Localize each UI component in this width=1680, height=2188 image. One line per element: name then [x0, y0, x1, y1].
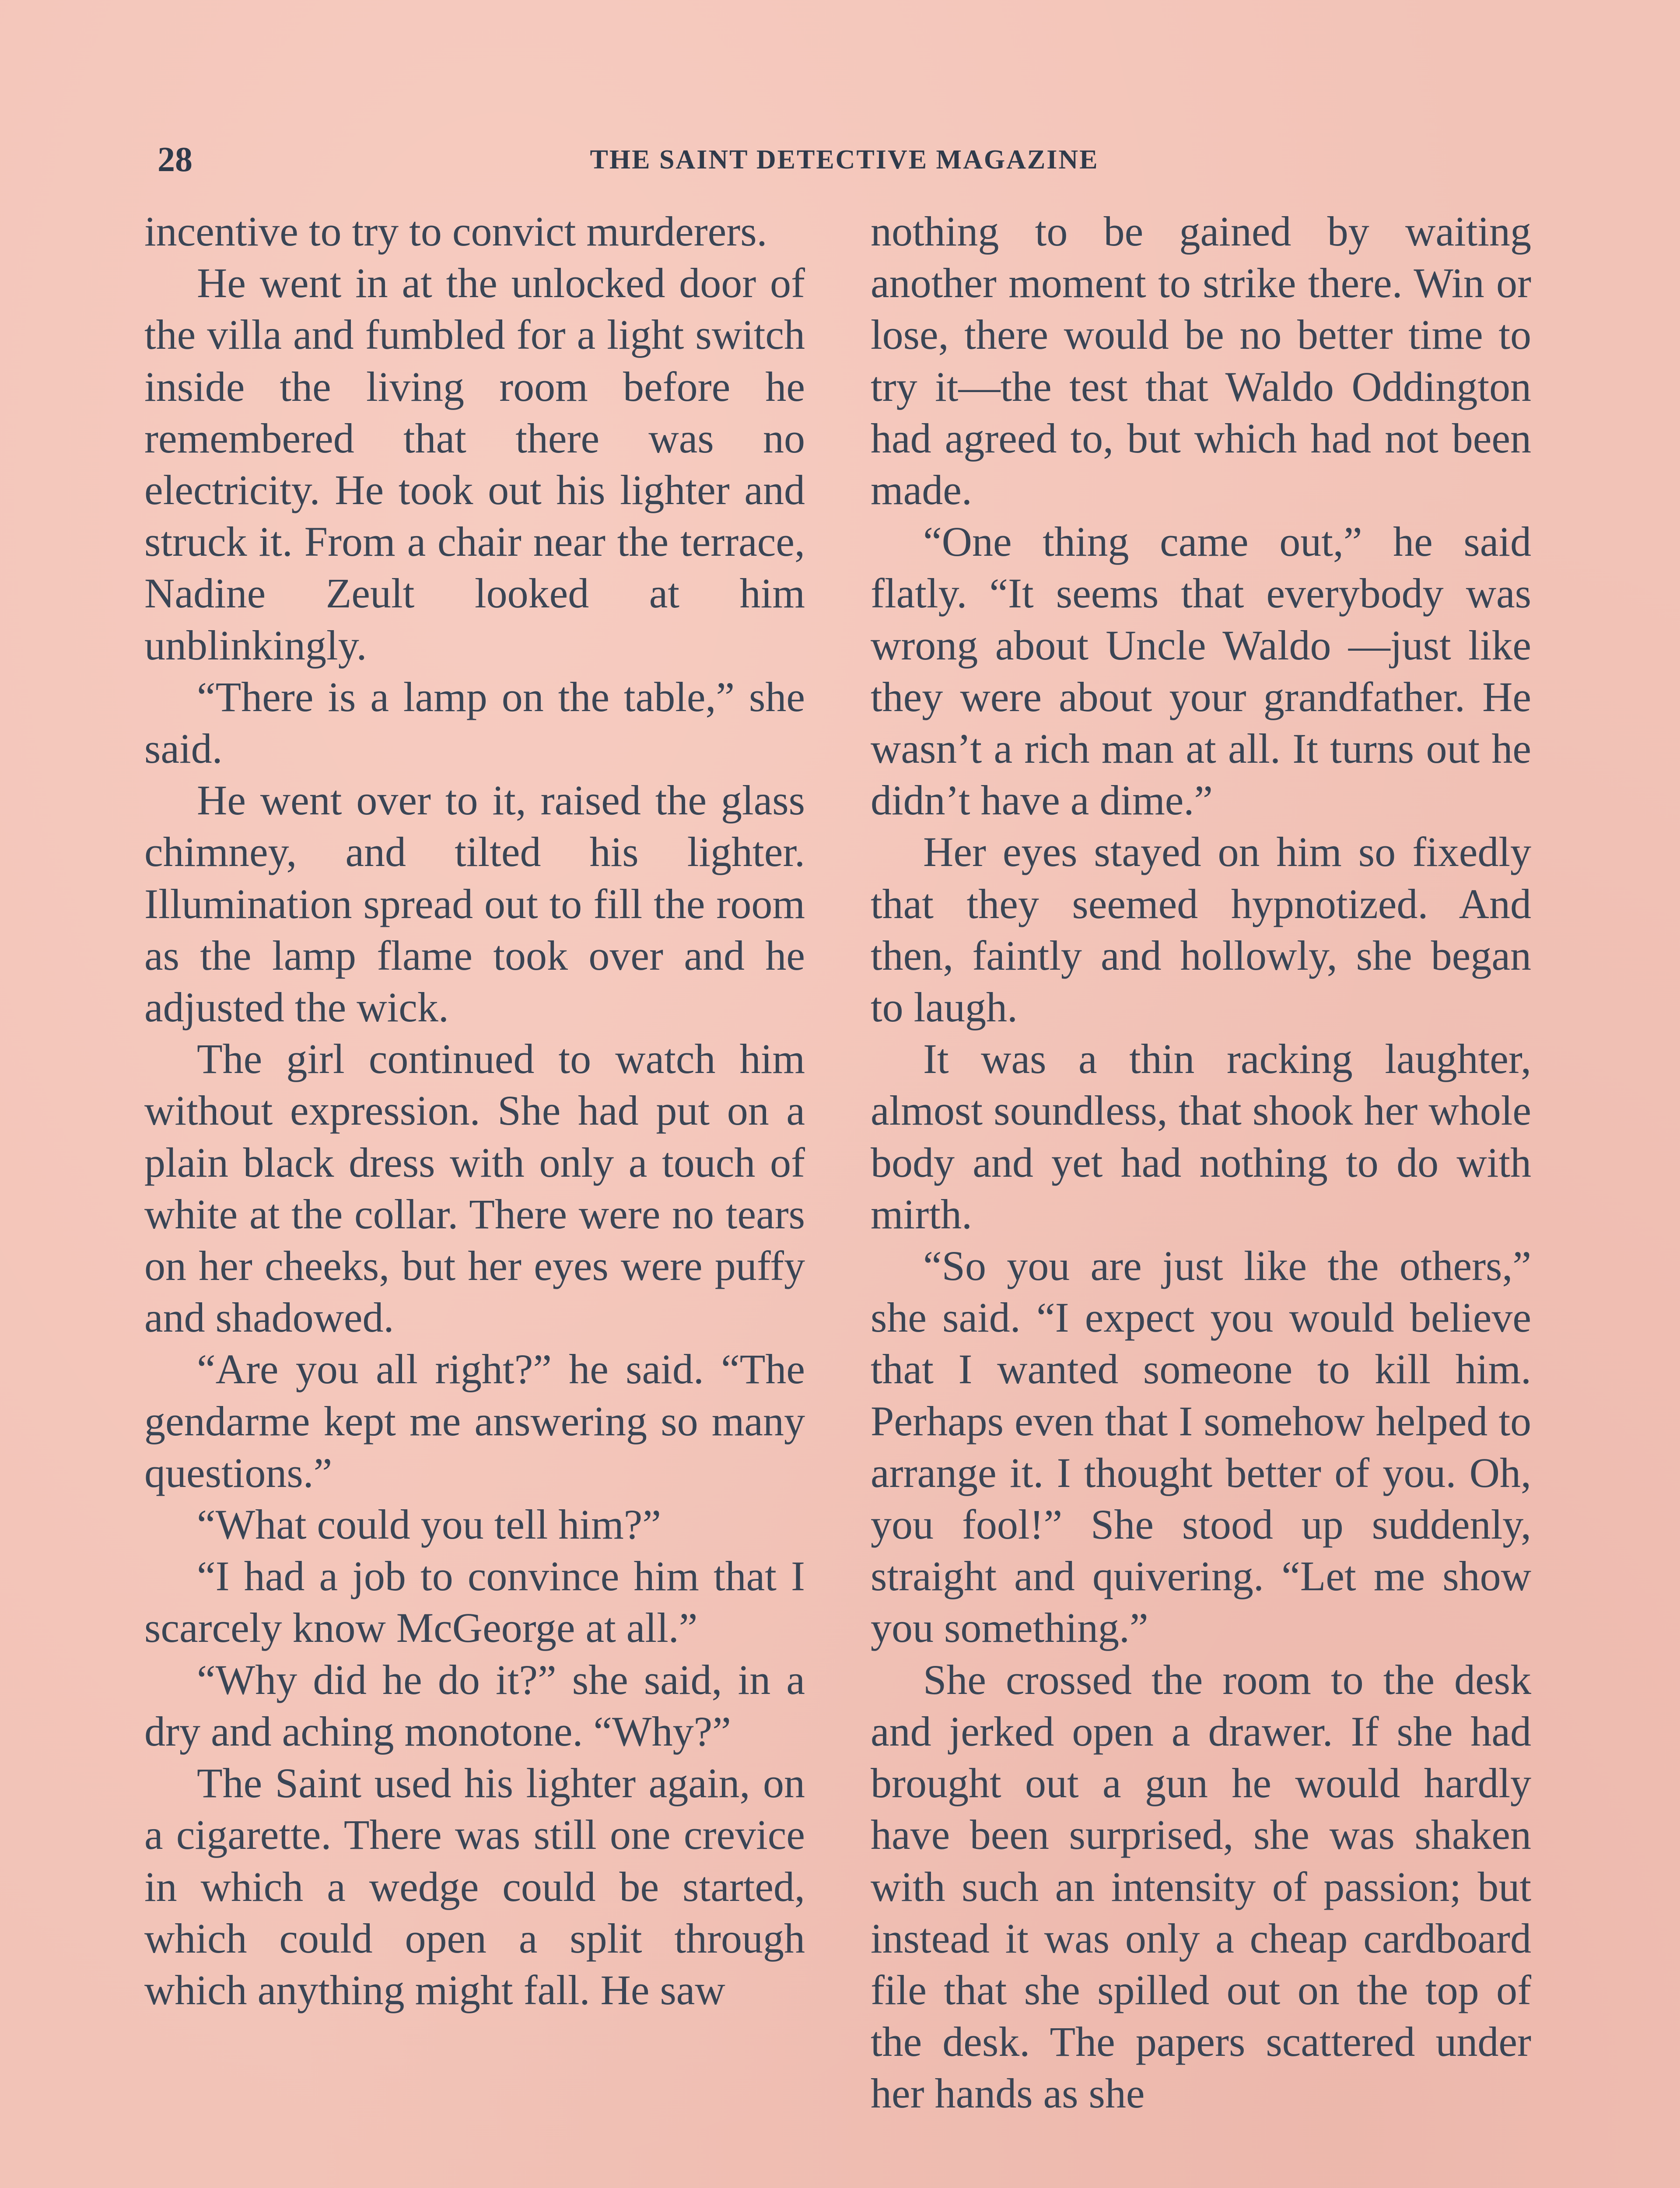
paragraph: He went in at the unlocked door of the villa and fumbled for a light switch inside the living room before he remembered that there was no electricity. He took out his lighter and struck it. From a chair near the terrace, Nadine Zeult looked at him unblinkingly.: [144, 259, 805, 669]
paragraph: “I had a job to convince him that I scarcely know McGeorge at all.”: [144, 1553, 805, 1652]
paragraph: “So you are just like the others,” she said. “I expect you would believe that I wanted someone to kill him. Perhaps even that I somehow helped to arrange it. I thought better of you. Oh, you fool!” She stood up suddenly, straight and quivering. “Let me show you something.”: [871, 1242, 1531, 1652]
page-header: [149, 140, 1540, 179]
paragraph: “What could you tell him?”: [197, 1501, 661, 1548]
paragraph: She crossed the room to the desk and jerked open a drawer. If she had brought out a gun he would hardly have been surprised, she was shaken with such an intensity of passion; but instead it was only a cheap cardboard file that she spilled out on the top of the desk. The papers scattered under her hands as she: [871, 1656, 1531, 2117]
paragraph: “Why did he do it?” she said, in a dry and aching monotone. “Why?”: [144, 1656, 805, 1755]
paragraph: The Saint used his lighter again, on a cigarette. There was still one crevice in which a wedge could be started, which could open a split through which anything might fall. He saw: [144, 1760, 805, 2013]
paragraph: “One thing came out,” he said flatly. “It seems that everybody was wrong about Uncle Waldo —just like they were about your grandfather. He wasn’t a rich man at all. It turns out he didn’t have a dime.”: [871, 518, 1531, 824]
paragraph: incentive to try to convict murderers.: [144, 208, 767, 255]
paragraph: He went over to it, raised the glass chimney, and tilted his lighter. Illumination spread out to fill the room as the lamp flame took over and he adjusted the wick.: [144, 777, 805, 1031]
paragraph: “There is a lamp on the table,” she said.: [144, 673, 805, 772]
paragraph: The girl continued to watch him without expression. She had put on a plain black dress with only a touch of white at the collar. There were no tears on her cheeks, but her eyes were puffy and shadowed.: [144, 1035, 805, 1341]
left-column: [144, 206, 805, 2016]
paragraph: nothing to be gained by waiting another moment to strike there. Win or lose, there would be no better time to try it—the test that Waldo Oddington had agreed to, but which had not been made.: [871, 208, 1531, 514]
right-column: [871, 206, 1531, 2120]
paragraph: “Are you all right?” he said. “The gendarme kept me answering so many questions.”: [144, 1346, 805, 1496]
running-title: THE SAINT DETECTIVE MAGAZINE: [590, 145, 1099, 175]
page-number: 28: [158, 140, 192, 179]
paragraph: Her eyes stayed on him so fixedly that they seemed hypnotized. And then, faintly and hollowly, she began to laugh.: [871, 828, 1531, 1031]
paragraph: It was a thin racking laughter, almost soundless, that shook her whole body and yet had nothing to do with mirth.: [871, 1035, 1531, 1238]
